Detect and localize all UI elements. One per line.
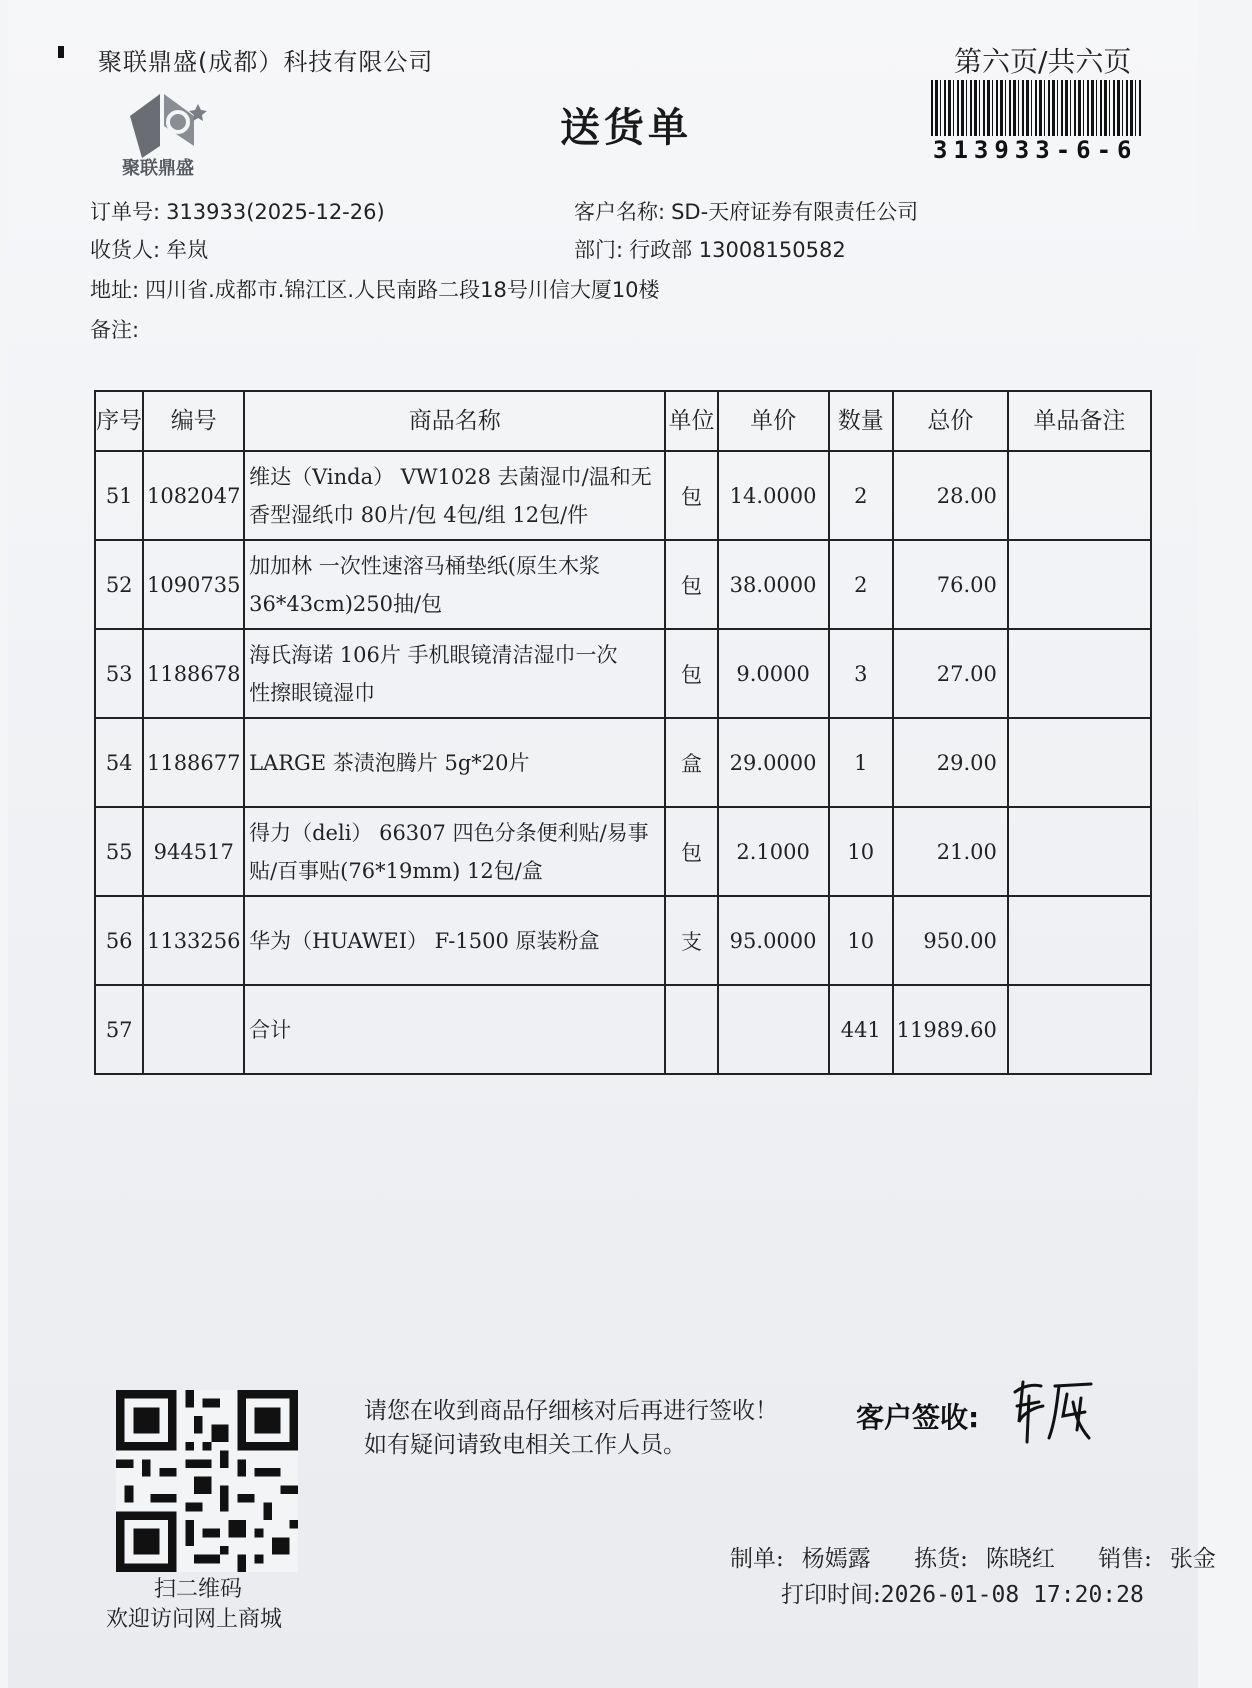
row-name-line1: 加加林 一次性速溶马桶垫纸(原生木浆	[249, 553, 600, 578]
summary-total: 11989.60	[893, 985, 1008, 1074]
department-label: 部门:	[574, 238, 624, 262]
row-name	[244, 896, 665, 985]
row-note	[1008, 718, 1151, 807]
print-time-row	[781, 1576, 1144, 1609]
row-code: 944517	[143, 807, 244, 896]
table-row	[95, 896, 1151, 985]
table-row	[95, 807, 1151, 896]
qr-caption-welcome: 欢迎访问网上商城	[106, 1607, 283, 1632]
row-price: 9.0000	[718, 629, 829, 718]
customer-label: 客户名称:	[574, 200, 666, 224]
row-unit: 盒	[665, 718, 717, 807]
summary-qty: 441	[829, 985, 893, 1074]
row-seq: 51	[95, 451, 143, 540]
row-price: 38.0000	[718, 540, 829, 629]
customer-value: SD-天府证券有限责任公司	[671, 200, 919, 224]
department-value: 行政部 13008150582	[629, 238, 846, 262]
document-title: 送货单	[560, 105, 692, 151]
picker-field	[914, 1546, 1073, 1572]
row-name	[244, 718, 665, 807]
receiver-value: 牟岚	[166, 238, 209, 262]
header-name: 商品名称	[244, 391, 665, 451]
picker-value: 陈晓红	[985, 1546, 1055, 1572]
row-code: 1133256	[143, 896, 244, 985]
row-qty: 1	[829, 718, 893, 807]
row-price: 2.1000	[718, 807, 829, 896]
row-total: 28.00	[893, 451, 1008, 540]
row-unit: 支	[665, 896, 717, 985]
header-unit: 单位	[665, 391, 717, 451]
receiver-row	[90, 234, 208, 264]
row-name	[244, 540, 665, 629]
row-total: 27.00	[893, 629, 1008, 718]
row-unit: 包	[665, 807, 717, 896]
row-code: 1082047	[143, 451, 244, 540]
remark-row	[90, 314, 145, 344]
row-price: 14.0000	[718, 451, 829, 540]
row-total: 29.00	[893, 718, 1008, 807]
row-name-line2: 性擦眼镜湿巾	[249, 680, 376, 705]
row-name	[244, 451, 665, 540]
row-qty: 3	[829, 629, 893, 718]
receiver-label: 收货人:	[90, 238, 161, 262]
summary-label: 合计	[244, 985, 665, 1074]
maker-value: 杨嫣露	[801, 1546, 871, 1572]
row-name-line1: 华为（HUAWEI） F-1500 原装粉盒	[249, 928, 600, 953]
row-name-line1: 维达（Vinda） VW1028 去菌湿巾/温和无	[249, 464, 652, 489]
row-seq: 52	[95, 540, 143, 629]
row-total: 76.00	[893, 540, 1008, 629]
row-seq: 55	[95, 807, 143, 896]
header-total: 总价	[893, 391, 1008, 451]
row-seq: 54	[95, 718, 143, 807]
row-price: 95.0000	[718, 896, 829, 985]
print-time-label: 打印时间:	[781, 1582, 881, 1608]
table-row	[95, 718, 1151, 807]
maker-label: 制单:	[730, 1546, 784, 1572]
row-unit: 包	[665, 629, 717, 718]
row-qty: 10	[829, 896, 893, 985]
table-row	[95, 540, 1151, 629]
summary-price	[718, 985, 829, 1074]
company-name: 聚联鼎盛(成都）科技有限公司	[98, 48, 434, 76]
row-note	[1008, 629, 1151, 718]
row-code: 1090735	[143, 540, 244, 629]
row-name-line2: 贴/百事贴(76*19mm) 12包/盒	[249, 858, 543, 883]
row-name-line2: 香型湿纸巾 80片/包 4包/组 12包/件	[249, 502, 589, 527]
row-qty: 2	[829, 540, 893, 629]
row-seq: 53	[95, 629, 143, 718]
row-qty: 2	[829, 451, 893, 540]
qr-caption-scan: 扫二维码	[154, 1577, 243, 1602]
page-indicator: 第六页/共六页	[954, 45, 1132, 78]
customer-sign-label: 客户签收:	[856, 1401, 980, 1434]
row-name-line1: 海氏海诺 106片 手机眼镜清洁湿巾一次	[249, 642, 618, 667]
department-row	[574, 234, 846, 264]
row-code: 1188678	[143, 629, 244, 718]
sales-field	[1098, 1546, 1234, 1572]
row-price: 29.0000	[718, 718, 829, 807]
header-seq: 序号	[95, 391, 143, 451]
order-number-row	[90, 196, 385, 226]
header-code: 编号	[143, 391, 244, 451]
company-logo-icon	[120, 86, 214, 182]
sales-label: 销售:	[1098, 1546, 1152, 1572]
receipt-notice: 请您在收到商品仔细核对后再进行签收！如有疑问请致电相关工作人员。	[364, 1398, 778, 1458]
row-name	[244, 629, 665, 718]
print-time-value: 2026-01-08 17:20:28	[880, 1582, 1144, 1608]
address-value: 四川省.成都市.锦江区.人民南路二段18号川信大厦10楼	[145, 278, 660, 302]
row-unit: 包	[665, 540, 717, 629]
row-total: 950.00	[893, 896, 1008, 985]
header-qty: 数量	[829, 391, 893, 451]
address-row	[90, 274, 660, 304]
table-row	[95, 629, 1151, 718]
sales-value: 张金	[1169, 1546, 1216, 1572]
customer-row	[574, 196, 918, 226]
items-table	[94, 390, 1152, 1075]
row-note	[1008, 451, 1151, 540]
summary-seq: 57	[95, 985, 143, 1074]
row-note	[1008, 807, 1151, 896]
summary-code	[143, 985, 244, 1074]
row-code: 1188677	[143, 718, 244, 807]
staff-row	[730, 1540, 1252, 1573]
header-note: 单品备注	[1008, 391, 1151, 451]
row-total: 21.00	[893, 807, 1008, 896]
row-qty: 10	[829, 807, 893, 896]
summary-row	[95, 985, 1151, 1074]
row-name-line1: LARGE 茶渍泡腾片 5g*20片	[249, 750, 530, 775]
row-seq: 56	[95, 896, 143, 985]
table-row	[95, 451, 1151, 540]
order-number-label: 订单号:	[90, 200, 161, 224]
barcode-icon	[931, 80, 1143, 136]
handwritten-signature	[1003, 1372, 1103, 1452]
row-unit: 包	[665, 451, 717, 540]
order-number-value: 313933(2025-12-26)	[166, 200, 385, 224]
row-name	[244, 807, 665, 896]
bullet-mark	[58, 46, 64, 58]
row-note	[1008, 540, 1151, 629]
row-name-line2: 36*43cm)250抽/包	[249, 591, 443, 616]
row-note	[1008, 896, 1151, 985]
table-header-row	[95, 391, 1151, 451]
summary-note	[1008, 985, 1151, 1074]
row-name-line1: 得力（deli） 66307 四色分条便利贴/易事	[249, 820, 649, 845]
qr-code-icon	[116, 1390, 298, 1572]
logo-text: 聚联鼎盛	[122, 158, 194, 179]
picker-label: 拣货:	[914, 1546, 968, 1572]
maker-field	[730, 1546, 889, 1572]
summary-unit	[665, 985, 717, 1074]
remark-label: 备注:	[90, 318, 140, 342]
header-price: 单价	[718, 391, 829, 451]
delivery-note-paper	[8, 0, 1216, 1688]
address-label: 地址:	[90, 278, 140, 302]
barcode-number: 313933-6-6	[933, 136, 1138, 164]
